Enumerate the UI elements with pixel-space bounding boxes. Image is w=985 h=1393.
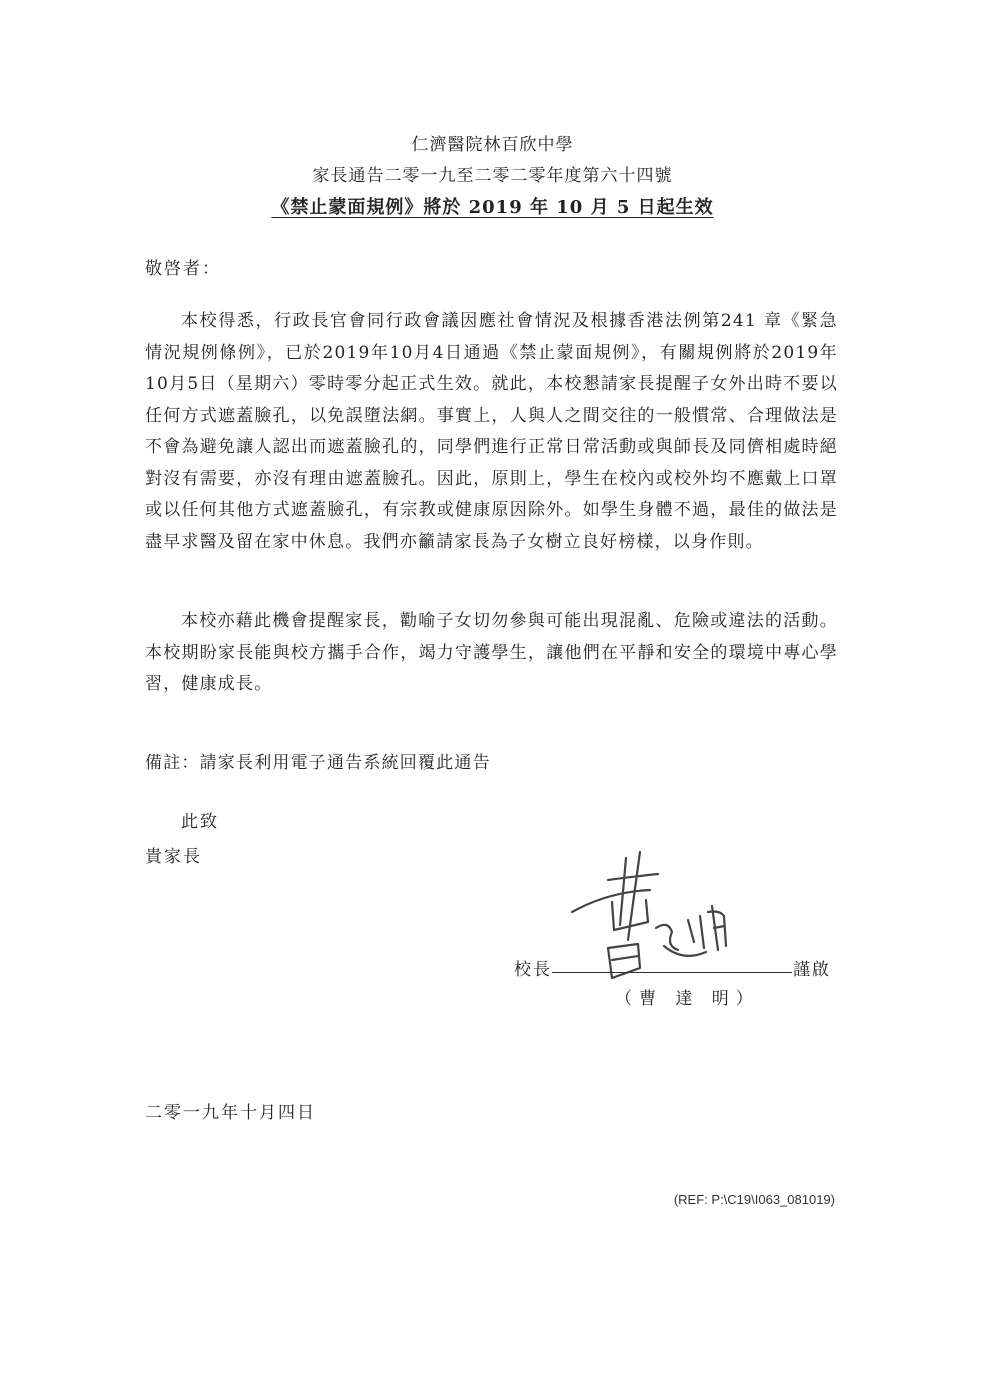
notice-date: 二零一九年十月四日	[145, 1103, 316, 1123]
body-paragraph-2: 本校亦藉此機會提醒家長，勸喻子女切勿參與可能出現混亂、危險或違法的活動。本校期盼家長能與校方攜手合作，竭力守護學生，讓他們在平靜和安全的環境中專心學習，健康成長。	[145, 611, 838, 694]
salutation: 敬啓者：	[145, 259, 221, 279]
principal-signature	[568, 850, 738, 980]
remark: 備註：請家長利用電子通告系統回覆此通告	[145, 753, 491, 773]
school-name: 仁濟醫院林百欣中學	[411, 135, 574, 155]
signature-prefix: 校長	[514, 960, 552, 980]
closing-line-1: 此致	[181, 812, 219, 832]
notice-title	[0, 192, 985, 223]
signature-line	[552, 972, 792, 973]
signature-suffix: 謹啟	[793, 960, 831, 980]
body-paragraph-1: 本校得悉，行政長官會同行政會議因應社會情況及根據香港法例第241 章《緊急情況規例條例》，已於2019年10月4日通過《禁止蒙面規例》，有關規例將於2019年10月5日（星期六）零時零分起正式生效。就此，本校懇請家長提醒子女外出時不要以任何方式遮蓋臉孔，以免誤墮法網。事實上，人與人之間交往的一般慣常、合理做法是不會為避免讓人認出而遮蓋臉孔的，同學們進行正常日常活動或與師長及同儕相處時絕對沒有需要，亦沒有理由遮蓋臉孔。因此，原則上，學生在校內或校外均不應戴上口罩或以任何其他方式遮蓋臉孔，有宗教或健康原因除外。如學生身體不過，最佳的做法是盡早求醫及留在家中休息。我們亦籲請家長為子女樹立良好榜樣，以身作則。	[145, 311, 838, 552]
notice-title-text: 《禁止蒙面規例》將於 2019 年 10 月 5 日起生效	[271, 197, 714, 218]
principal-name: （曹 達 明）	[615, 989, 760, 1009]
notice-number: 家長通告二零一九至二零二零年度第六十四號	[312, 166, 673, 186]
reference-code: (REF: P:\C19\I063_081019)	[673, 1192, 835, 1207]
notice-header	[0, 130, 985, 223]
closing-line-2: 貴家長	[145, 847, 202, 867]
